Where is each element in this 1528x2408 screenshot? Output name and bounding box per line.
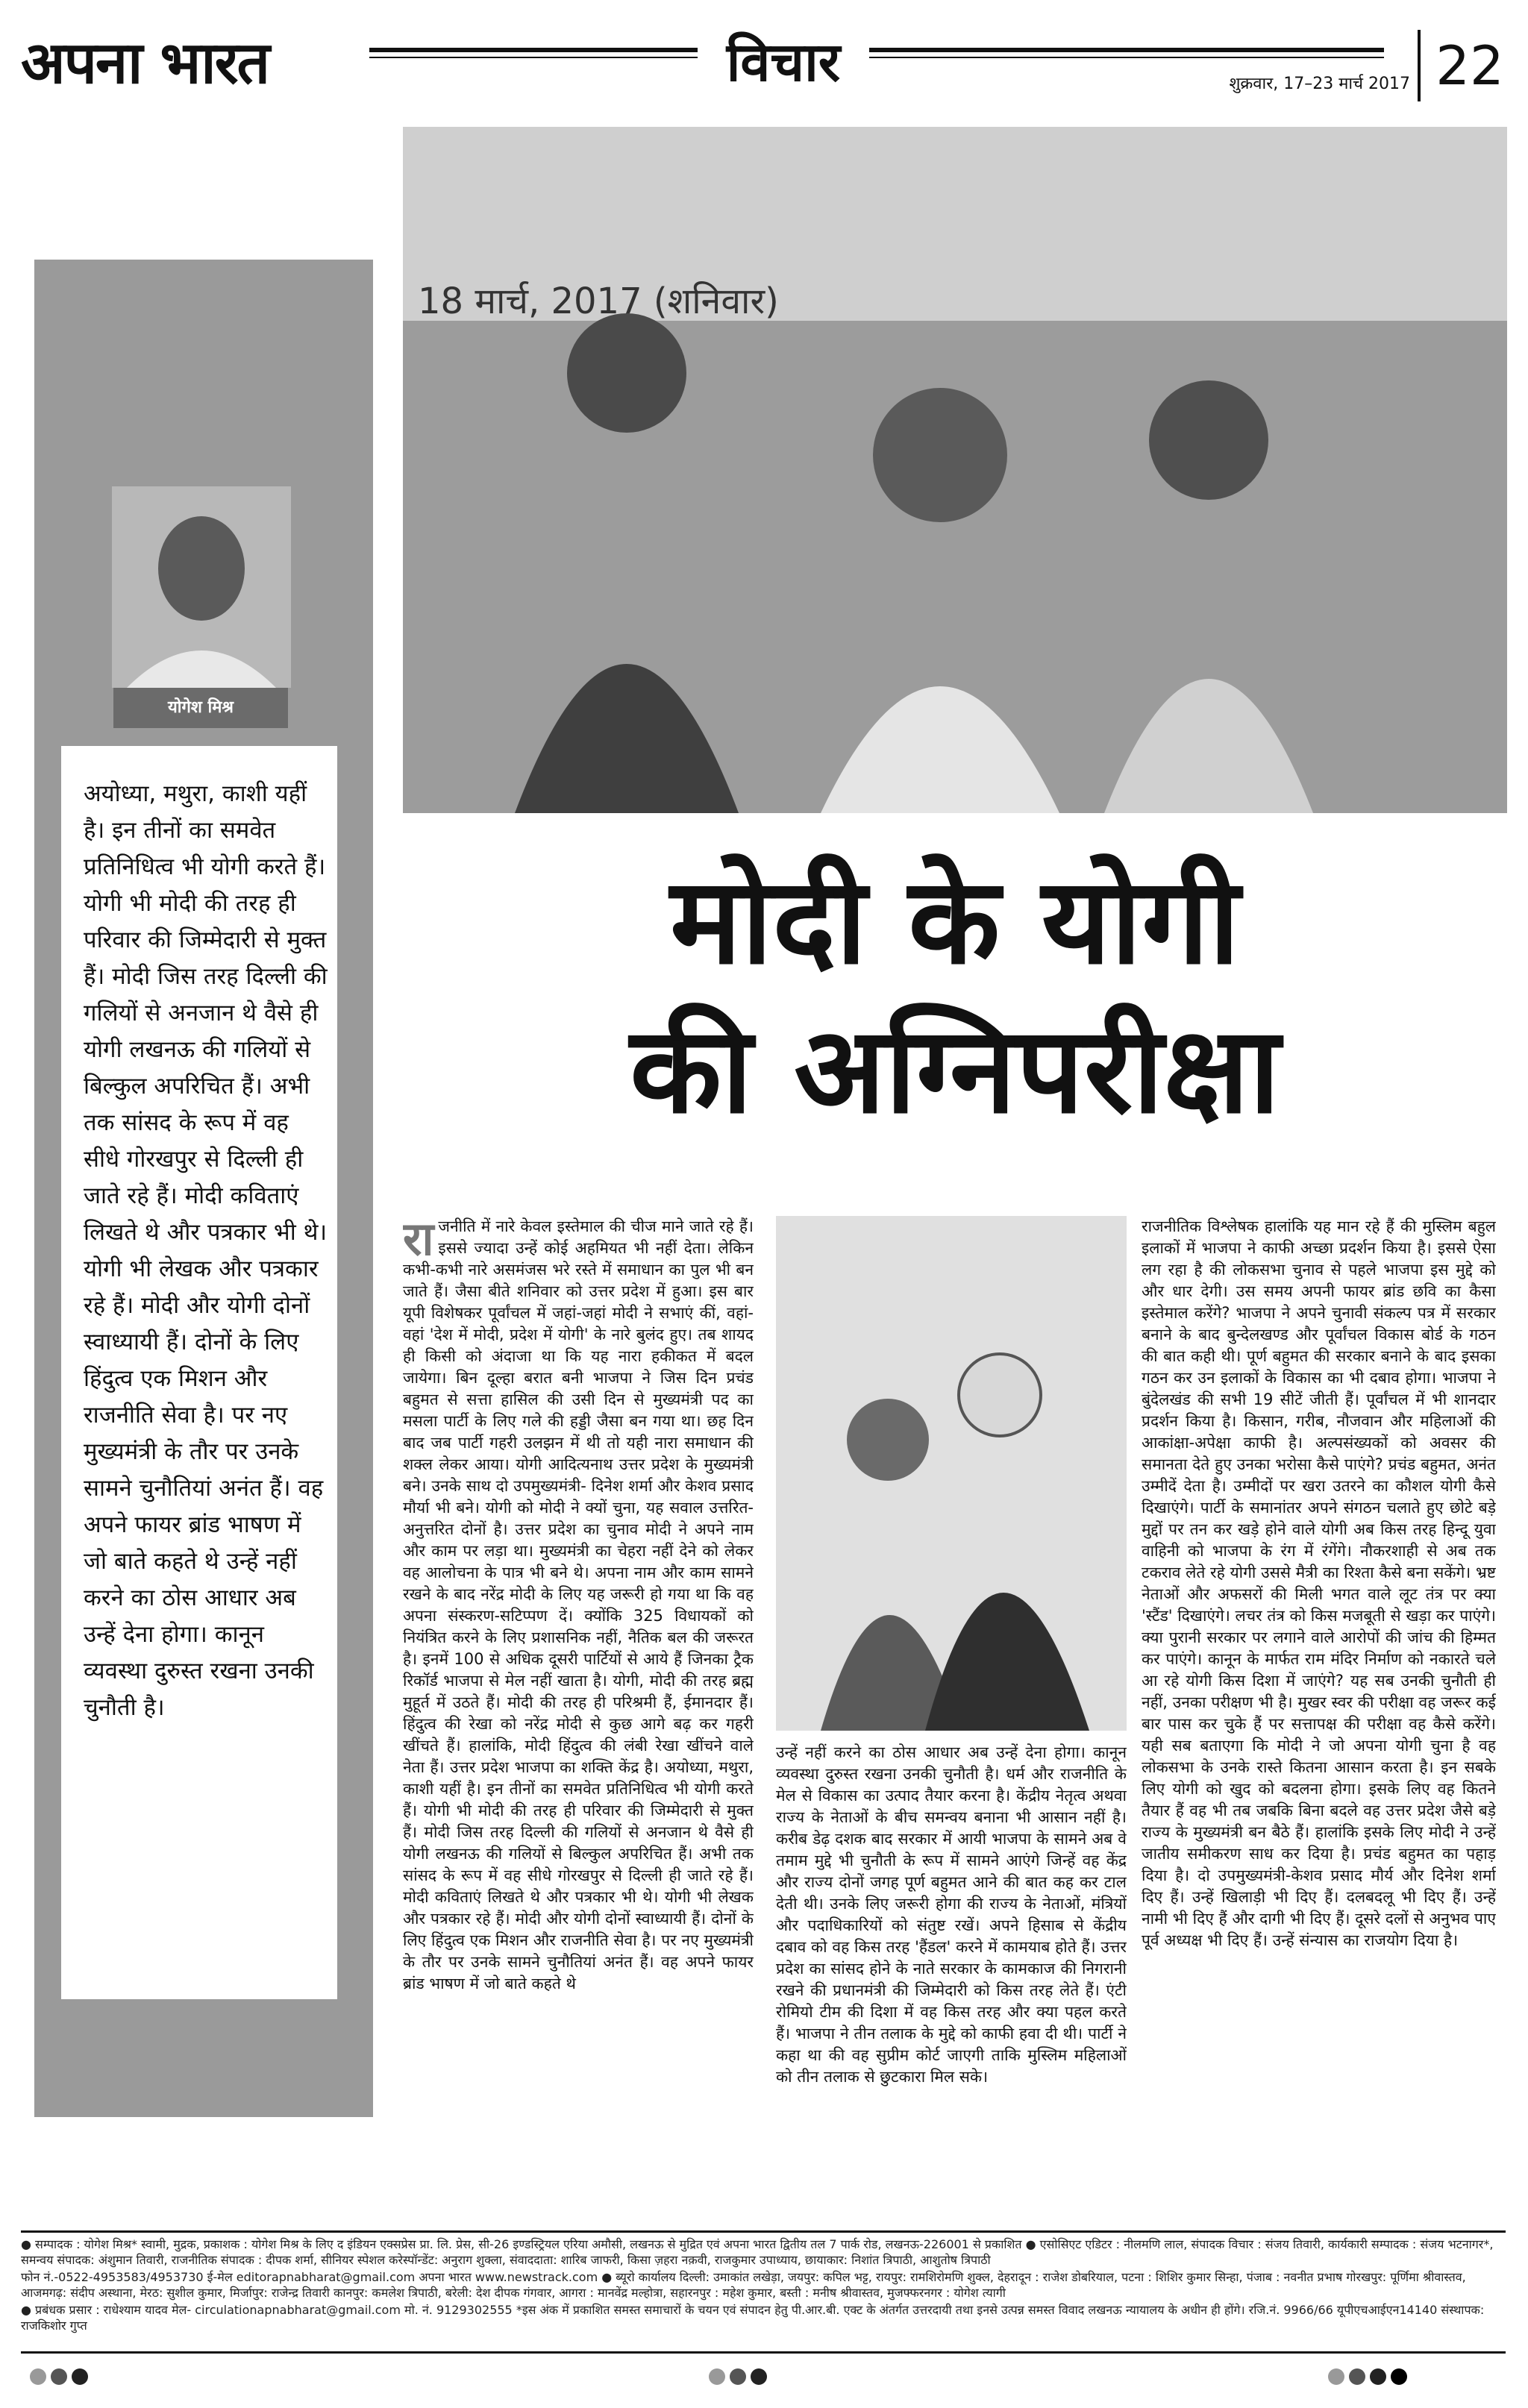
page-number: 22 [1435, 34, 1504, 97]
section-title: विचार [698, 21, 869, 103]
article-column-3-text: राजनीतिक विश्लेषक हालांकि यह मान रहे हैं की मुस्लिम बहुल इलाकों में भाजपा ने काफी अच्छा प्रदर्शन किया है। इससे ऐसा लग रहा है की लोकसभा चुनाव से पहले भाजपा इस मुद्दे को और धार देगी। उस समय अपनी फायर ब्रांड छवि का कैसा इस्तेमाल करेंगे? भाजपा ने अपने चुनावी संकल्प पत्र में सरकार बनाने के बाद बुन्देलखण्ड और पूर्वांचल विकास बोर्ड के गठन की बात कही थी। पूर्ण बहुमत की सरकार बनाने के बाद इसका गठन कर उन इलाकों के विकास का भी दबाव होगा। भाजपा ने बुंदेलखंड की सभी 19 सीटें जीती हैं। पूर्वांचल में भी शानदार प्रदर्शन किया है। किसान, गरीब, नौजवान और महिलाओं की आकांक्षा-अपेक्षा काफी है। अल्पसंख्यकों को अवसर की समानता देते हुए उनका भरोसा कैसे पाएंगे? प्रचंड बहुमत, अनंत उम्मीदें देता है। उम्मीदों पर खरा उतरने का कौशल योगी कैसे दिखाएंगे। पार्टी के समानांतर अपने संगठन चलाते हुए छोटे बड़े मुद्दों पर तन कर खड़े होने वाले योगी अब किस तरह हिन्दू युवा वाहिनी को भाजपा के रंग में रंगेंगे। नौकरशाही से अब तक टकराव लेते रहे योगी उससे मैत्री का रिश्ता कैसे बना सकेंगे। भ्रष्ट नेताओं और अफसरों की मिली भगत वाले लूट तंत्र पर क्या 'स्टैंड' दिखाएंगे। लचर तंत्र को किस मजबूती से खड़ा कर पाएंगे। क्या पुरानी सरकार पर लगाने वाले आरोपों की जांच की हिम्मत कर पाएंगे। कानून के मार्फत राम मंदिर निर्माण को नकारते चले आ रहे योगी किस दिशा में जाएंगे? यह सब उनकी चुनौती ही नहीं, उनका परीक्षण भी है। मुखर स्वर की परीक्षा वह जरूर कई बार पास कर चुके हैं पर सत्तापक्ष की परीक्षा वह कैसे करेंगे। यही सब बताएगा कि मोदी ने जो अपना योगी चुना है वह लोकसभा के उनके रास्ते कितना आसान करता है। इन सबके लिए योगी को खुद को बदलना होगा। इसके लिए वह कितने तैयार हैं वह भी तब जबकि बिना बदले वह उत्तर प्रदेश जैसे बड़े राज्य के मुख्यमंत्री बन बैठे हैं। हालांकि इसके लिए मोदी ने उन्हें जातीय समीकरण साध कर दिया है। प्रचंड बहुमत का पहाड़ दिया है। दो उपमुख्यमंत्री-केशव प्रसाद मौर्य और दिनेश शर्मा दिए हैं। उन्हें खिलाड़ी भी दिए हैं। दलबदलू भी दिए हैं। उन्हें नामी भी दिए हैं और दागी भी दिए हैं। दूसरे दलों से अनुभव पाए पूर्व अध्यक्ष भी दिए हैं। उन्हें संन्यास का राजयोग दिया है। [1142, 1217, 1496, 1949]
article-column-1-text: जनीति में नारे केवल इस्तेमाल की चीज माने जाते रहे हैं। इससे ज्यादा उन्हें कोई अहमियत भी नहीं देता। लेकिन कभी-कभी नारे असमंजस भरे रस्ते में समाधान का पुल भी बन जाते हैं। जैसा बीते शनिवार को उत्तर प्रदेश में हुआ। इस बार यूपी विशेषकर पूर्वांचल में जहां-जहां मोदी ने सभाएं कीं, वहां-वहां 'देश में मोदी, प्रदेश में योगी' के नारे बुलंद हुए। तब शायद ही किसी को अंदाजा था कि यह नारा हकीकत में बदल जायेगा। बिन दूल्हा बरात बनी भाजपा ने जिस दिन प्रचंड बहुमत से सत्ता हासिल की उसी दिन से मुख्यमंत्री पद का मसला पार्टी के लिए गले की हड्डी जैसा बन गया था। छह दिन बाद जब पार्टी गहरी उलझन में थी तो यही नारा समाधान की शक्ल लेकर आया। योगी आदित्यनाथ उत्तर प्रदेश के मुख्यमंत्री बने। उनके साथ दो उपमुख्यमंत्री- दिनेश शर्मा और केशव प्रसाद मौर्या भी बने। योगी को मोदी ने क्यों चुना, यह सवाल उत्तरित-अनुत्तरित दोनों है। उत्तर प्रदेश का चुनाव मोदी ने अपने नाम और काम पर लड़ा था। मुख्यमंत्री का चेहरा नहीं देने को लेकर वह आलोचना के पात्र भी बने थे। अपना नाम और काम सामने रखने के बाद नरेंद्र मोदी के लिए यह जरूरी हो गया था कि वह अपना संस्करण-सटिप्पण दें। क्योंकि 325 विधायकों को नियंत्रित करने के लिए प्रशासनिक नहीं, नैतिक बल की जरूरत है। इनमें 100 से अधिक दूसरी पार्टियों से आये हैं जिनका ट्रैक रिकॉर्ड भाजपा से मेल नहीं खाता है। योगी, मोदी की तरह ब्रह्म मुहूर्त में उठते हैं। मोदी की तरह ही परिश्रमी हैं, ईमानदार हैं। हिंदुत्व की रेखा को नरेंद्र मोदी से कुछ आगे बढ़ कर गहरी खींचते हैं। हालांकि, मोदी हिंदुत्व की लंबी रेखा खींचने वाले नेता हैं। उत्तर प्रदेश भाजपा का शक्ति केंद्र है। अयोध्या, मथुरा, काशी यहीं है। इन तीनों का समवेत प्रतिनिधित्व भी योगी करते हैं। योगी भी मोदी की तरह ही परिवार की जिम्मेदारी से मुक्त हैं। मोदी जिस तरह दिल्ली की गलियों से अनजान थे वैसे ही योगी लखनऊ की गलियों से बिल्कुल अपरिचित हैं। अभी तक सांसद के रूप में वह सीधे गोरखपुर से दिल्ली ही जाते रहे हैं। मोदी कविताएं लिखते थे और पत्रकार भी थे। योगी भी लेखक और पत्रकार रहे हैं। मोदी और योगी दोनों स्वाध्यायी हैं। दोनों के लिए हिंदुत्व एक मिशन और राजनीति सेवा है। पर नए मुख्यमंत्री के तौर पर उनके सामने चुनौतियां अनंत हैं। वह अपने फायर ब्रांड भाषण में जो बाते कहते थे [403, 1217, 754, 1992]
hero-photo-banner-text: 18 मार्च, 2017 (शनिवार) [418, 280, 779, 322]
registration-marks-right [1328, 2368, 1500, 2389]
masthead-rule-thin [369, 57, 1384, 58]
article-column-1 [403, 1216, 754, 2219]
article-column-2-text: उन्हें नहीं करने का ठोस आधार अब उन्हें देना होगा। कानून व्यवस्था दुरुस्त रखना उनकी चुनौती है। धर्म और राजनीति के मेल से विकास का उत्पाद तैयार करना है। केंद्रीय नेतृत्व अथवा राज्य के नेताओं के बीच समन्वय बनाना भी आसान नहीं है। करीब डेढ़ दशक बाद सरकार में आयी भाजपा के सामने अब वे तमाम मुद्दे भी चुनौती के रूप में सामने आएंगे जिन्हें वह केंद्र और राज्य दोनों जगह पूर्ण बहुमत आने की बात कह कर टाल देती थी। उनके लिए जरूरी होगा की राज्य के नेताओं, मंत्रियों और पदाधिकारियों को संतुष्ट रखें। अपने हिसाब से केंद्रीय दबाव को वह किस तरह 'हैंडल' करने में कामयाब होते हैं। उत्तर प्रदेश का सांसद होने के नाते सरकार के कामकाज की निगरानी रखने की प्रधानमंत्री की जिम्मेदारी को किस तरह लेते हैं। एंटी रोमियो टीम की दिशा में वह किस तरह और क्या पहल करते हैं। भाजपा ने तीन तलाक के मुद्दे को काफी हवा दी थी। पार्टी ने कहा था की वह सुप्रीम कोर्ट जाएगी ताकि मुस्लिम महिलाओं को तीन तलाक से छुटकारा मिल सके। [776, 1743, 1127, 2086]
imprint-footer [21, 2236, 1506, 2348]
imprint-line-1: ● सम्पादक : योगेश मिश्र* स्वामी, मुद्रक, प्रकाशक : योगेश मिश्र के लिए द इंडियन एक्सप्रेस प्रा. लि. प्रेस, सी-26 इण्डस्ट्रियल एरिया अमौसी, लखनऊ से मुद्रित एवं अपना भारत द्वितीय तल 7 पार्क रोड, लखनऊ-226001 से प्रकाशित ● एसोसिएट एडिटर : नीलमणि लाल, संपादक विचार : संजय तिवारी, कार्यकारी सम्पादक : संजय भटनागर*, समन्वय संपादक: अंशुमान तिवारी, राजनीतिक संपादक : दीपक शर्मा, सीनियर स्पेशल करेस्पॉन्डेंट: अनुराग शुक्ला, संवाददाता: शारिब जाफरी, किसा ज़हरा नक़वी, राजकुमार उपाध्याय, छायाकार: निशांत त्रिपाठी, आशुतोष त्रिपाठी [21, 2237, 1494, 2267]
article-column-2 [776, 1742, 1127, 2219]
headline [403, 847, 1507, 1145]
registration-marks-left [30, 2368, 179, 2389]
hero-photo [403, 127, 1507, 813]
article-column-3 [1142, 1216, 1496, 2219]
drop-cap: रा [403, 1216, 434, 1266]
masthead-logo: अपना भारत [21, 29, 269, 97]
inline-photo [776, 1216, 1127, 1731]
headline-line2: की अग्निपरीक्षा [630, 1000, 1280, 1140]
page-number-divider [1418, 30, 1421, 101]
pull-quote: अयोध्या, मथुरा, काशी यहीं है। इन तीनों का समवेत प्रतिनिधित्व भी योगी करते हैं। योगी भी मोदी की तरह ही परिवार की जिम्मेदारी से मुक्त हैं। मोदी जिस तरह दिल्ली की गलियों से अनजान थे वैसे ही योगी लखनऊ की गलियों से बिल्कुल अपरिचित हैं। अभी तक सांसद के रूप में वह सीधे गोरखपुर से दिल्ली ही जाते रहे हैं। मोदी कविताएं लिखते थे और पत्रकार भी थे। योगी भी लेखक और पत्रकार रहे हैं। मोदी और योगी दोनों स्वाध्यायी हैं। दोनों के लिए हिंदुत्व एक मिशन और राजनीति सेवा है। पर नए मुख्यमंत्री के तौर पर उनके सामने चुनौतियां अनंत हैं। वह अपने फायर ब्रांड भाषण में जो बाते कहते थे उन्हें नहीं करने का ठोस आधार अब उन्हें देना होगा। कानून व्यवस्था दुरुस्त रखना उनकी चुनौती है। [84, 780, 328, 1721]
imprint-line-3: ● प्रबंधक प्रसार : राधेश्याम यादव मेल- circulationapnabharat@gmail.com मो. नं. 9129302555 *इस अंक में प्रकाशित समस्त समाचारों के चयन एवं संपादन हेतु पी.आर.बी. एक्ट के अंतर्गत उत्तरदायी तथा इनसे उत्पन्न समस्त विवाद लखनऊ न्यायालय के अधीन ही होंगे। रजि.नं. 9966/66 यूपीएचआईएन14140 संस्थापक: राजकिशोर गुप्त [21, 2303, 1485, 2333]
masthead-rule [369, 48, 1384, 52]
footer-rule [21, 2230, 1506, 2233]
author-name: योगेश मिश्र [113, 688, 288, 728]
author-photo [112, 486, 291, 688]
dateline: शुक्रवार, 17–23 मार्च 2017 [1229, 75, 1410, 93]
headline-line1: मोदी के योगी [670, 851, 1240, 991]
imprint-line-2: फोन नं.-0522-4953583/4953730 ई-मेल editorapnabharat@gmail.com अपना भारत www.newstrack.com ● ब्यूरो कार्यालय दिल्ली: उमाकांत लखेड़ा, जयपुर: कपिल भट्ट, रायपुर: रामशिरोमणि शुक्ल, देहरादून : राजेश डोबरियाल, पटना : शिशिर कुमार सिन्हा, पंजाब : नवनीत प्रभाष गोरखपुर: पूर्णिमा श्रीवास्तव, आजमगढ़: संदीप अस्थाना, मेरठ: सुशील कुमार, मिर्जापुर: राजेन्द्र तिवारी कानपुर: कमलेश त्रिपाठी, बरेली: देश दीपक गंगवार, आगरा : मानवेंद्र मल्होत्रा, सहारनपुर : महेश कुमार, बस्ती : मनीष श्रीवास्तव, मुजफ्फरनगर : योगेश त्यागी [21, 2270, 1466, 2300]
footer-rule-bottom [21, 2351, 1506, 2354]
registration-marks-center [709, 2368, 858, 2389]
